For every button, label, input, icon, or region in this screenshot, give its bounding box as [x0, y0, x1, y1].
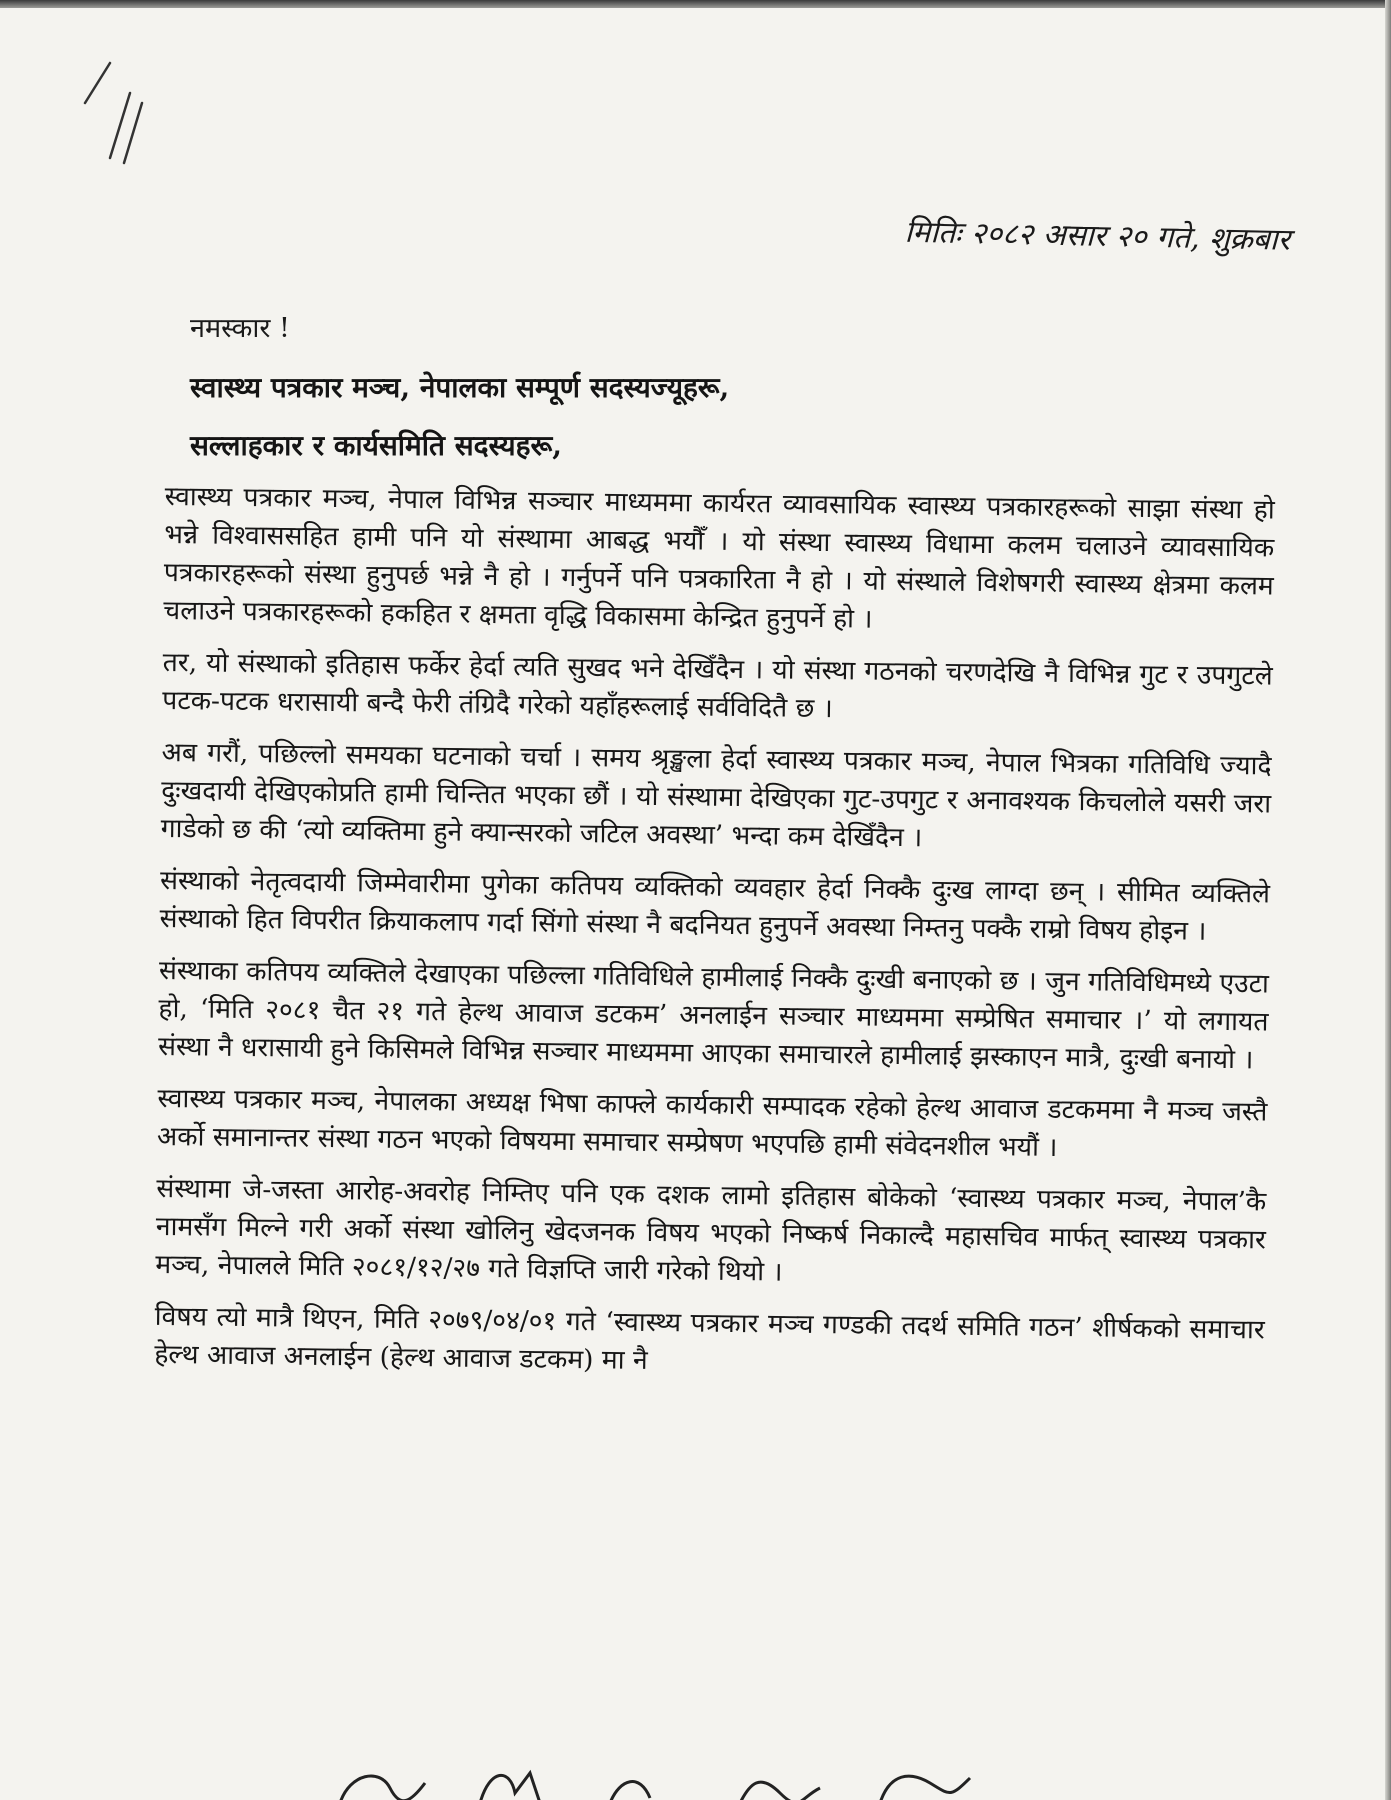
letter-body — [154, 478, 1275, 1401]
paragraph-2: तर, यो संस्थाको इतिहास फर्केर हेर्दा त्यति सुखद भने देखिँदैन । यो संस्था गठनको चरणदेखि नै विभिन्न गुट र उपगुटले पटक-पटक धरासायी बन्दै फेरी तंग्रिदै गरेको यहाँहरूलाई सर्वविदितै छ । — [162, 646, 1273, 725]
paragraph-4: संस्थाको नेतृत्वदायी जिम्मेवारीमा पुगेका कतिपय व्यक्तिको व्यवहार हेर्दा निक्कै दुःख लाग्दा छन् । सीमित व्यक्तिले संस्थाको हित विपरीत क्रियाकलाप गर्दा सिंगो संस्था नै बदनियत हुनुपर्ने अवस्था निम्तनु पक्कै राम्रो विषय होइन । — [159, 864, 1271, 947]
addressee-line-2: सल्लाहकार र कार्यसमिति सदस्यहरू, — [190, 429, 562, 462]
handwritten-signatures — [140, 1763, 1240, 1800]
paragraph-5: संस्थाका कतिपय व्यक्तिले देखाएका पछिल्ला गतिविधिले हामीलाई निक्कै दुःखी बनाएको छ । जुन गतिविधिमध्ये एउटा हो, ‘मिति २०८१ चैत २१ गते हेल्थ आवाज डटकम’ अनलाईन सञ्चार माध्यममा सम्प्रेषित समाचार ।’ यो लगायत संस्था नै धरासायी हुने किसिमले विभिन्न सञ्चार माध्यममा आएका समाचारले हामीलाई झस्काएन मात्रै, दुःखी बनायो । — [157, 954, 1270, 1076]
paragraph-7: संस्थामा जे-जस्ता आरोह-अवरोह निम्तिए पनि एक दशक लामो इतिहास बोकेको ‘स्वास्थ्य पत्रकार मञ्च, नेपाल’कै नामसँग मिल्ने गरी अर्को संस्था खोलिनु खेदजनक विषय भएको निष्कर्ष निकाल्दै महासचिव मार्फत् स्वास्थ्य पत्रकार मञ्च, नेपालले मिति २०८१/१२/२७ गते विज्ञप्ति जारी गरेको थियो । — [155, 1172, 1267, 1288]
scan-top-shadow — [0, 0, 1391, 8]
paragraph-1: स्वास्थ्य पत्रकार मञ्च, नेपाल विभिन्न सञ्चार माध्यममा कार्यरत व्यावसायिक स्वास्थ्य पत्रकारहरूको साझा संस्था हो भन्ने विश्वाससहित हामी पनि यो संस्थामा आबद्ध भयौँ । यो संस्था स्वास्थ्य विधामा कलम चलाउने व्यावसायिक पत्रकारहरूको संस्था हुनुपर्छ भन्ने नै हो । गर्नुपर्ने पनि पत्रकारिता नै हो । यो संस्थाले विशेषगरी स्वास्थ्य क्षेत्रमा कलम चलाउने पत्रकारहरूको हकहित र क्षमता वृद्धि विकासमा केन्द्रित हुनुपर्ने हो । — [163, 480, 1275, 635]
paragraph-3: अब गरौं, पछिल्लो समयका घटनाको चर्चा । समय श्रृङ्खला हेर्दा स्वास्थ्य पत्रकार मञ्च, नेपाल भित्रका गतिविधि ज्यादै दुःखदायी देखिएकोप्रति हामी चिन्तित भएका छौं । यो संस्थामा देखिएका गुट-उपगुट र अनावश्यक किचलोले यसरी जरा गाडेको छ की ‘त्यो व्यक्तिमा हुने क्यान्सरको जटिल अवस्था’ भन्दा कम देखिँदैन । — [160, 736, 1272, 854]
paragraph-6: स्वास्थ्य पत्रकार मञ्च, नेपालका अध्यक्ष भिषा काफ्ले कार्यकारी सम्पादक रहेको हेल्थ आवाज डटकममा नै मञ्च जस्तै अर्को समानान्तर संस्था गठन भएको विषयमा समाचार सम्प्रेषण भएपछि हामी संवेदनशील भयौं । — [156, 1082, 1268, 1163]
handwritten-check-marks — [80, 58, 160, 168]
scanned-letter-page — [0, 8, 1391, 1800]
paragraph-8: विषय त्यो मात्रै थिएन, मिति २०७९/०४/०१ गते ‘स्वास्थ्य पत्रकार मञ्च गण्डकी तदर्थ समिति गठन’ शीर्षकको समाचार हेल्थ आवाज अनलाईन (हेल्थ आवाज डटकम) मा नै — [154, 1300, 1265, 1376]
addressee-line-1: स्वास्थ्य पत्रकार मञ्च, नेपालका सम्पूर्ण सदस्यज्यूहरू, — [190, 371, 730, 404]
greeting: नमस्कार ! — [190, 313, 290, 344]
letter-date: मितिः २०८२ असार २० गते, शुक्रबार — [904, 214, 1291, 258]
scan-right-shadow — [1385, 0, 1391, 1800]
